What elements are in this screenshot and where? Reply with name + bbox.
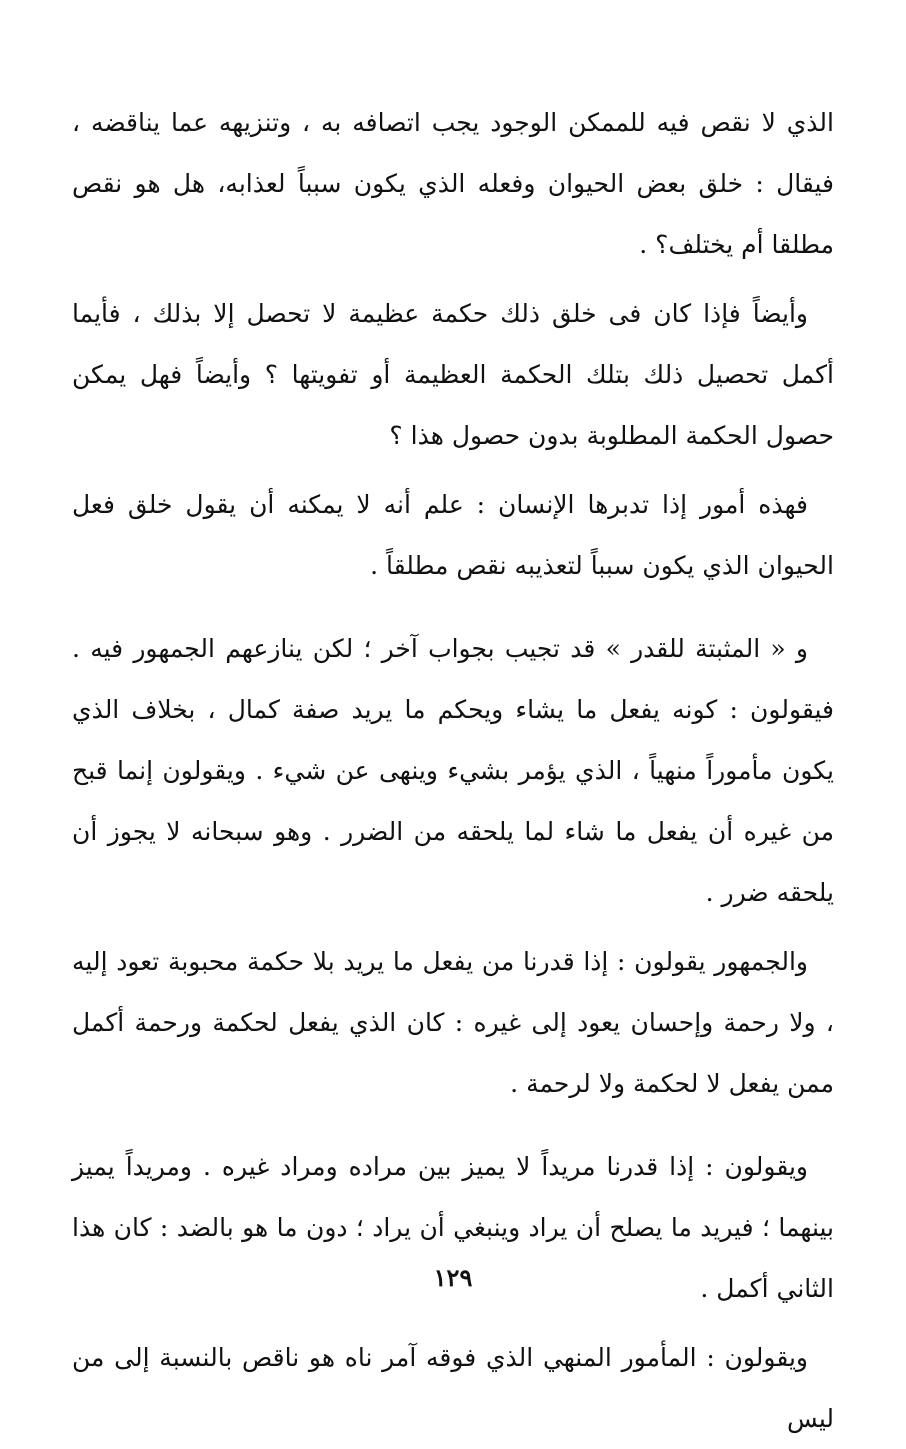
- paragraph-6: ويقولون : إذا قدرنا مريداً لا يميز بين مراده ومراد غيره . ومريداً يميز بينهما ؛ فيريد ما يصلح أن يراد وينبغي أن يراد ؛ دون ما هو بالضد : كان هذا الثاني أكمل .: [72, 1152, 834, 1303]
- paragraph-5: والجمهور يقولون : إذا قدرنا من يفعل ما يريد بلا حكمة محبوبة تعود إليه ، ولا رحمة وإحسان يعود إلى غيره : كان الذي يفعل لحكمة ورحمة أكمل ممن يفعل لا لحكمة ولا لرحمة .: [72, 947, 834, 1098]
- page-number: ١٢٩: [433, 1263, 473, 1292]
- paragraph-4: و « المثبتة للقدر » قد تجيب بجواب آخر ؛ لكن ينازعهم الجمهور فيه . فيقولون : كونه يفعل ما يشاء ويحكم ما يريد صفة كمال ، بخلاف الذي يكون مأموراً منهياً ، الذي يؤمر بشيء وينهى عن شيء . ويقولون إنما قبح من غيره أن يفعل ما شاء لما يلحقه من الضرر . وهو سبحانه لا يجوز أن يلحقه ضرر .: [72, 634, 834, 907]
- paragraph-2: وأيضاً فإذا كان فى خلق ذلك حكمة عظيمة لا تحصل إلا بذلك ، فأيما أكمل تحصيل ذلك بتلك الحكمة العظيمة أو تفويتها ؟ وأيضاً فهل يمكن حصول الحكمة المطلوبة بدون حصول هذا ؟: [72, 299, 834, 450]
- text-body: [72, 92, 834, 1449]
- paragraph-3: فهذه أمور إذا تدبرها الإنسان : علم أنه لا يمكنه أن يقول خلق فعل الحيوان الذي يكون سبباً لتعذيبه نقص مطلقاً .: [72, 490, 834, 580]
- paragraph-1: الذي لا نقص فيه للممكن الوجود يجب اتصافه به ، وتنزيهه عما يناقضه ، فيقال : خلق بعض الحيوان وفعله الذي يكون سبباً لعذابه، هل هو نقص مطلقا أم يختلف؟ .: [72, 108, 834, 259]
- paragraph-7: ويقولون : المأمور المنهي الذي فوقه آمر ناه هو ناقص بالنسبة إلى من ليس: [72, 1343, 834, 1433]
